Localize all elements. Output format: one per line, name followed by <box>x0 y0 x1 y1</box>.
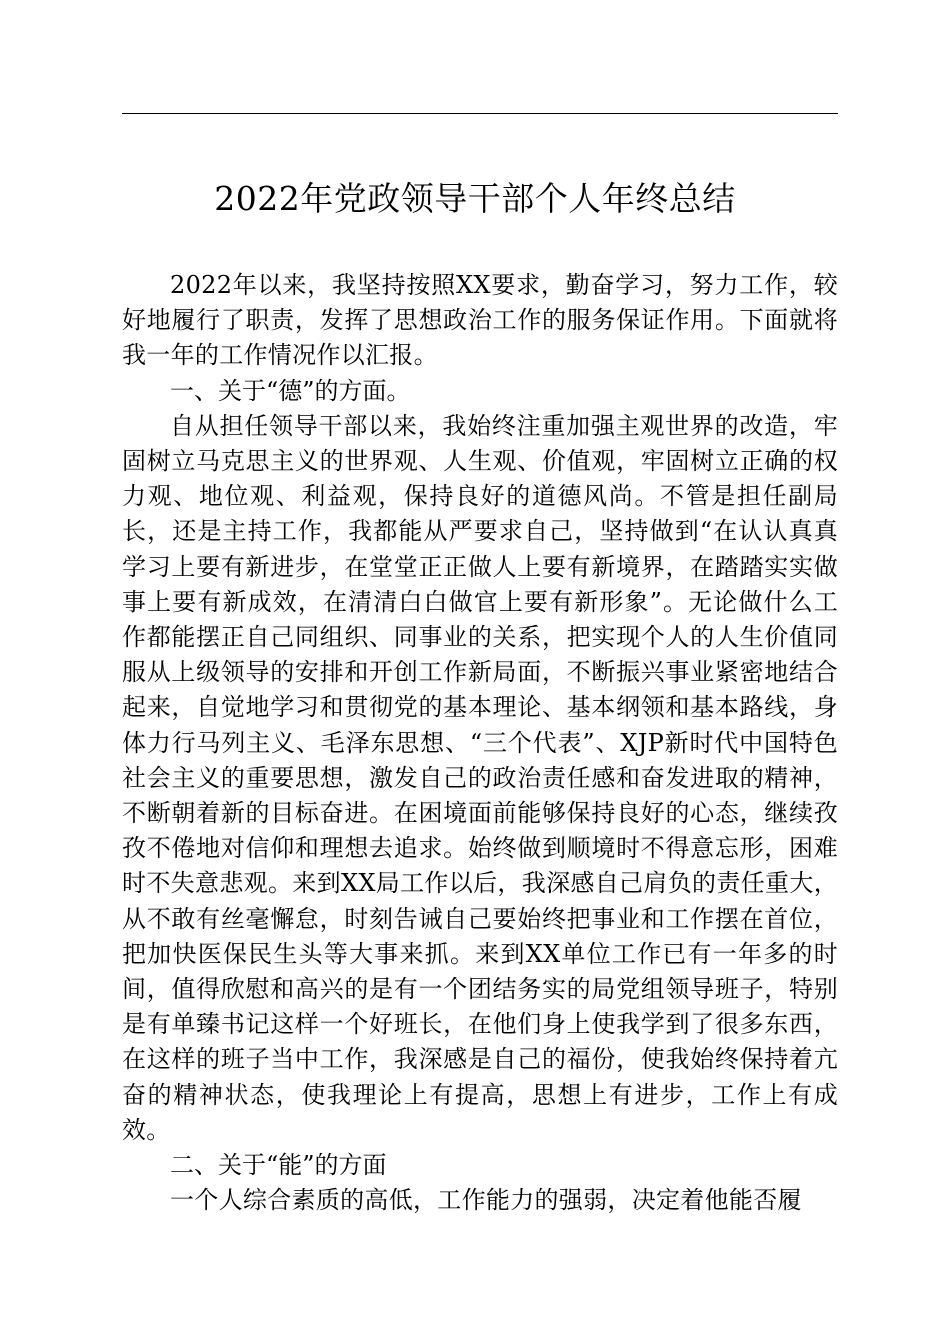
document-title: 2022年党政领导干部个人年终总结 <box>214 179 736 218</box>
section-heading-neng: 二、关于“能”的方面 <box>170 1151 387 1180</box>
section-heading-de: 一、关于“德”的方面。 <box>170 376 411 405</box>
section-de-paragraph: 自从担任领导干部以来，我始终注重加强主观世界的改造，牢固树立马克思主义的世界观、人生观、价值观，牢固树立正确的权力观、地位观、利益观，保持良好的道德风尚。不管是担任副局长，还是主持工作，我都能从严要求自己，坚持做到“在认认真真学习上要有新进步，在堂堂正正做人上要有新境界，在踏踏实实做事上要有新成效，在清清白白做官上要有新形象”。无论做什么工作都能摆正自己同组织、同事业的关系，把实现个人的人生价值同服从上级领导的安排和开创工作新局面，不断振兴事业紧密地结合起来，自觉地学习和贯彻党的基本理论、基本纲领和基本路线，身体力行马列主义、毛泽东思想、“三个代表”、XJP新时代中国特色社会主义的重要思想，激发自己的政治责任感和奋发进取的精神，不断朝着新的目标奋进。在困境面前能够保持良好的心态，继续孜孜不倦地对信仰和理想去追求。始终做到顺境时不得意忘形，困难时不失意悲观。来到XX局工作以后，我深感自己肩负的责任重大，从不敢有丝毫懈怠，时刻告诫自己要始终把事业和工作摆在首位，把加快医保民生头等大事来抓。来到XX单位工作已有一年多的时间，值得欣慰和高兴的是有一个团结务实的局党组领导班子，特别是有单臻书记这样一个好班长，在他们身上使我学到了很多东西，在这样的班子当中工作，我深感是自己的福份，使我始终保持着亢奋的精神状态，使我理论上有提高，思想上有进步，工作上有成效。 <box>122 411 838 1144</box>
intro-paragraph: 2022年以来，我坚持按照XX要求，勤奋学习，努力工作，较好地履行了职责，发挥了思想政治工作的服务保证作用。下面就将我一年的工作情况作以汇报。 <box>122 271 838 370</box>
header-rule <box>122 113 838 114</box>
document-body <box>122 268 838 1218</box>
section-neng-paragraph: 一个人综合素质的高低，工作能力的强弱，决定着他能否履 <box>170 1186 802 1215</box>
